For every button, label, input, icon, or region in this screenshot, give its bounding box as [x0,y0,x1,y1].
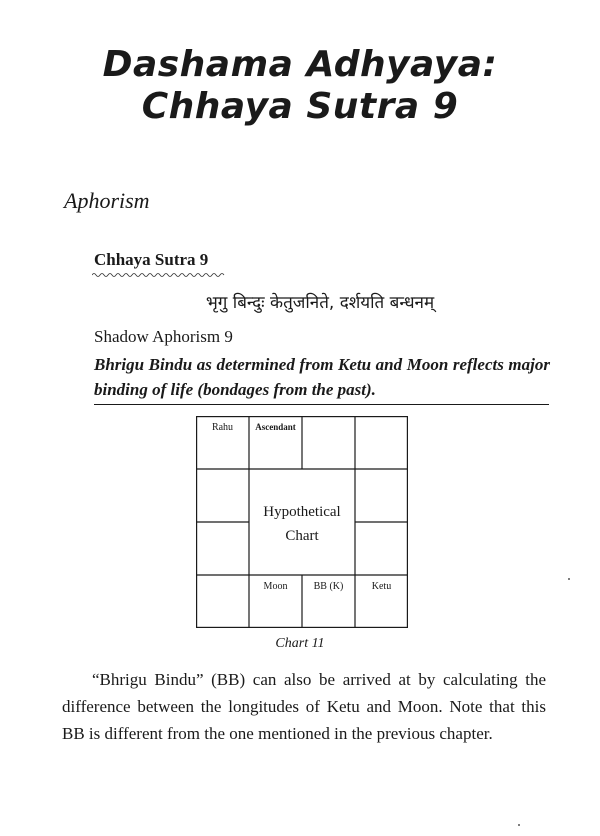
aphorism-text: Bhrigu Bindu as determined from Ketu and Moon reflects major binding of life (bondages from the past). [94,355,550,399]
sanskrit-verse: भृगु बिन्दुः केतुजनिते, दर्शयति बन्धनम् [205,293,435,313]
chart-center-line-1: Hypothetical [263,504,341,520]
cell-rahu: Rahu [211,422,234,433]
body-paragraph: “Bhrigu Bindu” (BB) can also be arrived at by calculating the difference between the longitudes of Ketu and Moon. Note that this BB is different from the one mentioned in the previous chapter. [62,670,546,743]
page-title [0,44,600,128]
hypothetical-chart [196,416,408,628]
title-line-1: Dashama Adhyaya: [102,44,498,85]
cell-ketu: Ketu [371,581,392,592]
scan-speck [568,578,570,580]
chart-caption: Chart 11 [275,636,325,651]
section-heading: Aphorism [64,188,150,213]
scan-speck [518,824,520,826]
chart-center-line-2: Chart [285,528,319,544]
sutra-heading: Chhaya Sutra 9 [94,250,209,269]
cell-moon: Moon [263,581,288,592]
shadow-aphorism-label: Shadow Aphorism 9 [94,327,233,346]
body-paragraph-block [62,666,546,747]
chart-center-label [249,500,355,548]
wavy-underline [92,272,226,278]
aphorism-underline [94,404,549,405]
title-line-2: Chhaya Sutra 9 [141,86,459,127]
cell-bb: BB (K) [313,581,344,592]
cell-ascendant: Ascendant [255,422,296,432]
